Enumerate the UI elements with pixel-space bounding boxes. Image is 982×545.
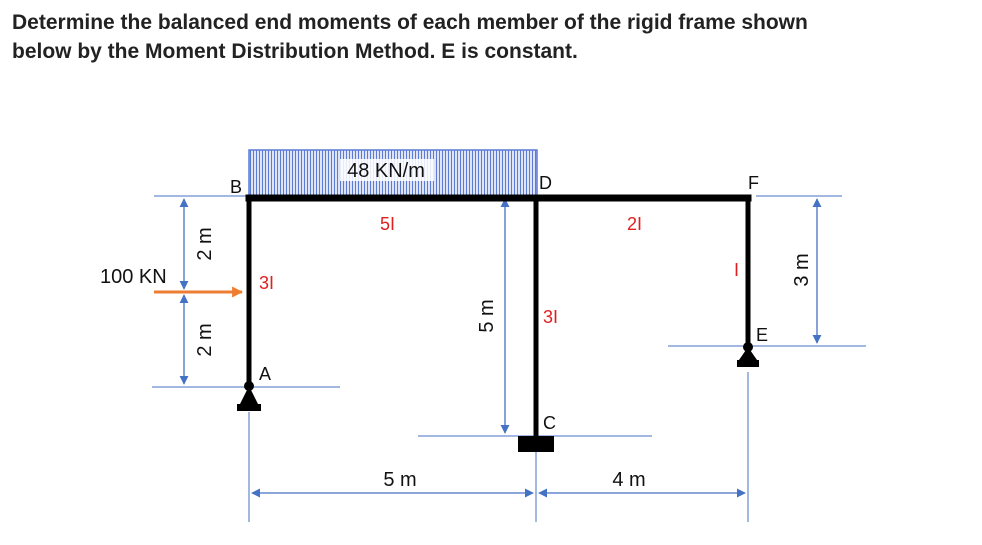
dim-left-upper-label: 2 m [194, 227, 216, 261]
udl-label: 48 KN/m [347, 160, 425, 182]
joint-label-a: A [259, 364, 272, 384]
problem-line-2: below by the Moment Distribution Method. E is constant. [12, 40, 578, 63]
joint-label-d: D [539, 173, 552, 193]
inertia-df: 2I [627, 214, 643, 234]
inertia-ab: 3I [259, 273, 275, 293]
udl-load [249, 150, 537, 198]
inertia-dc: 3I [543, 307, 559, 327]
inertia-fe: I [734, 260, 740, 280]
pin-support-a-icon [237, 381, 261, 411]
joint-label-e: E [756, 325, 769, 345]
joint-label-b: B [230, 177, 243, 197]
joint-labels [230, 173, 768, 433]
frame-members [249, 198, 748, 436]
dim-df-span-label: 4 m [612, 469, 646, 491]
dim-bd-span-label: 5 m [383, 469, 417, 491]
dim-dc-height-label: 5 m [476, 299, 498, 333]
dimension-labels [194, 227, 813, 491]
point-load-label: 100 KN [100, 266, 167, 288]
joint-label-f: F [748, 173, 759, 193]
dim-fe-height-label: 3 m [791, 253, 813, 287]
problem-line-1: Determine the balanced end moments of each member of the rigid frame shown [12, 11, 808, 34]
fixed-support-c-icon [518, 436, 554, 452]
joint-label-c: C [543, 413, 556, 433]
dim-left-lower-label: 2 m [194, 323, 216, 357]
inertia-bd: 5I [380, 214, 396, 234]
inertia-labels [259, 214, 739, 327]
reference-lines [152, 196, 866, 522]
